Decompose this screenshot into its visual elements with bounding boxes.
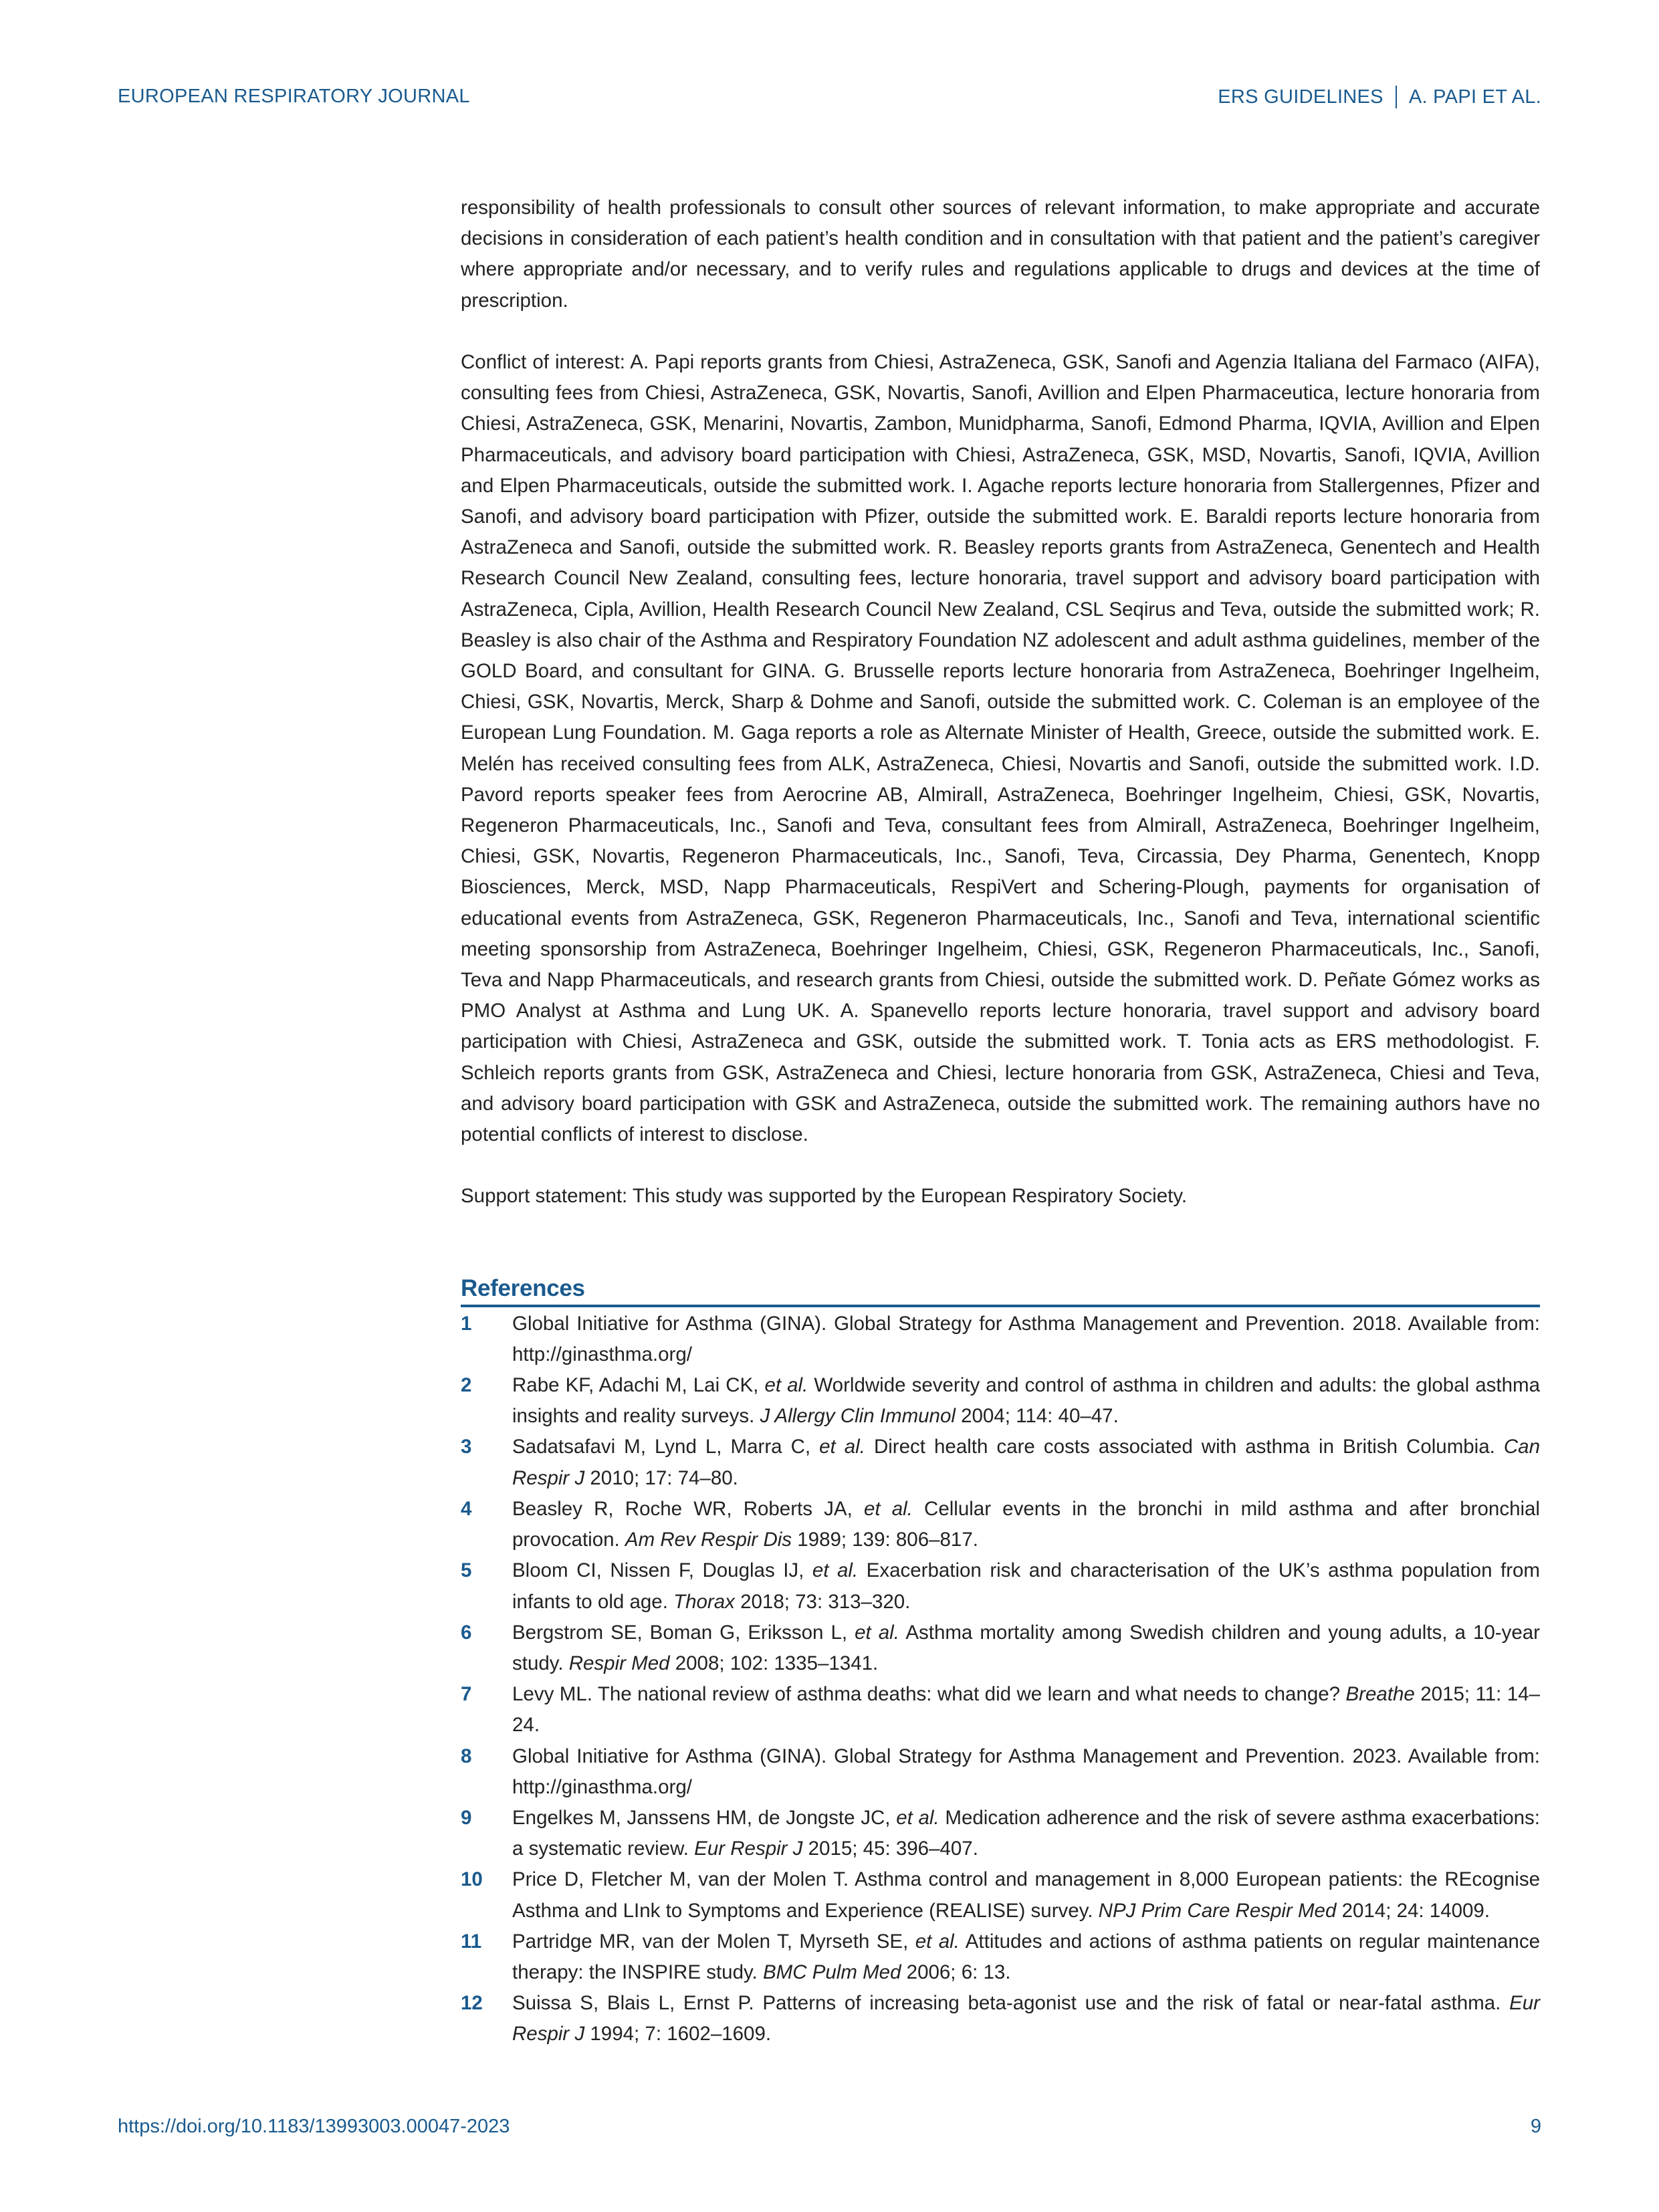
reference-etal: et al. <box>855 1621 899 1644</box>
reference-number: 1 <box>461 1312 472 1335</box>
reference-etal: et al. <box>812 1559 859 1582</box>
reference-segment: 1989; 139: 806–817. <box>792 1529 978 1551</box>
reference-number: 12 <box>461 1992 483 2015</box>
disclaimer-paragraph: responsibility of health professionals to consult other sources of relevant information, to make appropriate and accurate decisions in consideration of each patient’s health condition and in consultation with that patient and the patient’s caregiver where appropriate and/or necessary, and to verify rules and regulations applicable to drugs and devices at the time of prescription. <box>461 197 1540 312</box>
reference-segment: Medication adherence and the risk of severe asthma exacerbations: a systematic review. <box>512 1806 1540 1860</box>
reference-segment: Asthma mortality among Swedish children and young adults, a 10-year study. <box>512 1621 1540 1674</box>
reference-number: 2 <box>461 1374 472 1397</box>
reference-journal: Eur Respir J <box>694 1838 803 1860</box>
reference-segment: 2018; 73: 313–320. <box>734 1590 911 1613</box>
running-head-right <box>1218 86 1541 108</box>
reference-segment: Bergstrom SE, Boman G, Eriksson L, <box>512 1621 855 1644</box>
conflict-of-interest-paragraph: Conflict of interest: A. Papi reports grants from Chiesi, AstraZeneca, GSK, Sanofi and Agenzia Italiana del Farmaco (AIFA), consulting fees from Chiesi, AstraZeneca, GSK, Novartis, Sanofi, Avillion and Elpen Pharmaceutica, lecture honoraria from Chiesi, AstraZeneca, GSK, Menarini, Novartis, Zambon, Munidpharma, Sanofi, Edmond Pharma, IQVIA, Avillion and Elpen Pharmaceuticals, and advisory board participation with Chiesi, AstraZeneca, GSK, MSD, Novartis, Sanofi, IQVIA, Avillion and Elpen Pharmaceuticals, outside the submitted work. I. Agache reports lecture honoraria from Stallergennes, Pfizer and Sanofi, and advisory board participation with Pfizer, outside the submitted work. E. Baraldi reports lecture honoraria from AstraZeneca and Sanofi, outside the submitted work. R. Beasley reports grants from AstraZeneca, Genentech and Health Research Council New Zealand, consulting fees, lecture honoraria, travel support and advisory board participation with AstraZeneca, Cipla, Avillion, Health Research Council New Zealand, CSL Seqirus and Teva, outside the submitted work; R. Beasley is also chair of the Asthma and Respiratory Foundation NZ adolescent and adult asthma guidelines, member of the GOLD Board, and consultant for GINA. G. Brusselle reports lecture honoraria from AstraZeneca, Boehringer Ingelheim, Chiesi, GSK, Novartis, Merck, Sharp & Dohme and Sanofi, outside the submitted work. C. Coleman is an employee of the European Lung Foundation. M. Gaga reports a role as Alternate Minister of Health, Greece, outside the submitted work. E. Melén has received consulting fees from ALK, AstraZeneca, Chiesi, Novartis and Sanofi, outside the submitted work. I.D. Pavord reports speaker fees from Aerocrine AB, Almirall, AstraZeneca, Boehringer Ingelheim, Chiesi, GSK, Novartis, Regeneron Pharmaceuticals, Inc., Sanofi and Teva, consultant fees from Almirall, AstraZeneca, Boehringer Ingelheim, Chiesi, GSK, Novartis, Regeneron Pharmaceuticals, Inc., Sanofi, Teva, Circassia, Dey Pharma, Genentech, Knopp Biosciences, Merck, MSD, Napp Pharmaceuticals, RespiVert and Schering-Plough, payments for organisation of educational events from AstraZeneca, GSK, Regeneron Pharmaceuticals, Inc., Sanofi and Teva, international scientific meeting sponsorship from AstraZeneca, Boehringer Ingelheim, Chiesi, GSK, Regeneron Pharmaceuticals, Inc., Sanofi, Teva and Napp Pharmaceuticals, and research grants from Chiesi, outside the submitted work. D. Peñate Gómez works as PMO Analyst at Asthma and Lung UK. A. Spanevello reports lecture honoraria, travel support and advisory board participation with Chiesi, AstraZeneca and GSK, outside the submitted work. T. Tonia acts as ERS methodologist. F. Schleich reports grants from GSK, AstraZeneca and Chiesi, lecture honoraria from GSK, AstraZeneca, Chiesi and Teva, and advisory board participation with GSK and AstraZeneca, outside the submitted work. The remaining authors have no potential conflicts of interest to disclose. <box>461 351 1540 1146</box>
reference-segment: Exacerbation risk and characterisation of the UK’s asthma population from infants to old age. <box>512 1559 1540 1613</box>
reference-segment: 2006; 6: 13. <box>901 1961 1011 1983</box>
reference-segment: Rabe KF, Adachi M, Lai CK, <box>512 1374 765 1397</box>
reference-etal: et al. <box>915 1930 960 1953</box>
reference-text <box>512 1988 1540 2050</box>
reference-text <box>512 1803 1540 1864</box>
reference-journal: Eur Respir J <box>512 1992 1540 2045</box>
reference-text <box>512 1679 1540 1741</box>
reference-segment: 1994; 7: 1602–1609. <box>584 2023 772 2045</box>
reference-segment: Direct health care costs associated with asthma in British Columbia. <box>865 1436 1504 1458</box>
reference-number: 9 <box>461 1806 472 1829</box>
reference-segment: 2004; 114: 40–47. <box>955 1405 1119 1428</box>
reference-journal: Respir Med <box>568 1652 670 1674</box>
reference-journal: J Allergy Clin Immunol <box>760 1405 956 1428</box>
reference-segment: Worldwide severity and control of asthma in children and adults: the global asthma insights and reality surveys. <box>512 1374 1540 1428</box>
reference-number: 5 <box>461 1559 472 1582</box>
reference-text <box>512 1555 1540 1617</box>
reference-text <box>512 1926 1540 1988</box>
reference-segment: 2014; 24: 14009. <box>1336 1899 1490 1922</box>
section-label: ERS GUIDELINES <box>1218 86 1384 108</box>
reference-journal: Breathe <box>1345 1683 1415 1706</box>
reference-number: 4 <box>461 1497 472 1520</box>
reference-text <box>512 1309 1540 1370</box>
reference-text <box>512 1864 1540 1926</box>
reference-segment: Price D, Fletcher M, van der Molen T. Asthma control and management in 8,000 European patients: the REcognise Asthma and LInk to Symptoms and Experience (REALISE) survey. <box>512 1868 1540 1922</box>
reference-item <box>461 1494 1540 1555</box>
reference-item <box>461 1864 1540 1926</box>
reference-segment: 2008; 102: 1335–1341. <box>669 1652 879 1674</box>
references-heading: References <box>461 1274 1540 1307</box>
reference-item <box>461 1679 1540 1741</box>
reference-segment: Beasley R, Roche WR, Roberts JA, <box>512 1497 864 1520</box>
reference-journal: Thorax <box>673 1590 735 1613</box>
reference-segment: Global Initiative for Asthma (GINA). Global Strategy for Asthma Management and Prevention. 2018. Available from: http://ginasthma.org/ <box>512 1312 1540 1365</box>
reference-number: 10 <box>461 1868 483 1891</box>
reference-segment: Engelkes M, Janssens HM, de Jongste JC, <box>512 1806 897 1829</box>
reference-text <box>512 1618 1540 1679</box>
reference-journal: BMC Pulm Med <box>762 1961 901 1983</box>
reference-number: 11 <box>461 1930 482 1953</box>
reference-item <box>461 1370 1540 1432</box>
reference-etal: et al. <box>764 1374 808 1397</box>
journal-name: EUROPEAN RESPIRATORY JOURNAL <box>118 86 470 107</box>
reference-etal: et al. <box>896 1806 939 1829</box>
reference-item <box>461 1555 1540 1617</box>
reference-text <box>512 1370 1540 1432</box>
reference-segment: Cellular events in the bronchi in mild asthma and after bronchial provocation. <box>512 1497 1540 1551</box>
reference-item <box>461 1741 1540 1803</box>
doi-link[interactable]: https://doi.org/10.1183/13993003.00047-2023 <box>118 2116 510 2137</box>
reference-etal: et al. <box>863 1497 913 1520</box>
reference-segment: 2010; 17: 74–80. <box>584 1466 738 1489</box>
reference-number: 8 <box>461 1745 472 1767</box>
reference-segment: Levy ML. The national review of asthma deaths: what did we learn and what needs to change? <box>512 1683 1346 1706</box>
reference-journal: Can Respir J <box>512 1436 1540 1489</box>
reference-segment: 2015; 45: 396–407. <box>802 1838 978 1860</box>
reference-item <box>461 1618 1540 1679</box>
reference-segment: Bloom CI, Nissen F, Douglas IJ, <box>512 1559 812 1582</box>
author-label: A. PAPI ET AL. <box>1408 86 1541 108</box>
reference-segment: Global Initiative for Asthma (GINA). Global Strategy for Asthma Management and Prevention. 2023. Available from: http://ginasthma.org/ <box>512 1745 1540 1798</box>
reference-number: 3 <box>461 1436 472 1458</box>
page-number: 9 <box>1530 2116 1541 2137</box>
reference-item <box>461 1309 1540 1370</box>
reference-etal: et al. <box>819 1436 865 1458</box>
reference-segment: Partridge MR, van der Molen T, Myrseth SE, <box>512 1930 915 1953</box>
reference-item <box>461 1988 1540 2050</box>
reference-list <box>461 1309 1540 2050</box>
header-divider <box>1396 86 1397 108</box>
reference-segment: Attitudes and actions of asthma patients on regular maintenance therapy: the INSPIRE study. <box>512 1930 1540 1983</box>
reference-item <box>461 1926 1540 1988</box>
reference-journal: Am Rev Respir Dis <box>625 1529 792 1551</box>
reference-segment: Suissa S, Blais L, Ernst P. Patterns of increasing beta-agonist use and the risk of fatal or near-fatal asthma. <box>512 1992 1510 2015</box>
reference-item <box>461 1432 1540 1493</box>
reference-text <box>512 1494 1540 1555</box>
reference-journal: NPJ Prim Care Respir Med <box>1098 1899 1337 1922</box>
support-statement: Support statement: This study was supported by the European Respiratory Society. <box>461 1185 1188 1208</box>
reference-text <box>512 1432 1540 1493</box>
reference-item <box>461 1803 1540 1864</box>
reference-segment: Sadatsafavi M, Lynd L, Marra C, <box>512 1436 820 1458</box>
reference-text <box>512 1741 1540 1803</box>
reference-segment: 2015; 11: 14–24. <box>512 1683 1540 1737</box>
reference-number: 7 <box>461 1683 472 1706</box>
reference-number: 6 <box>461 1621 472 1644</box>
main-column <box>461 193 1540 2050</box>
